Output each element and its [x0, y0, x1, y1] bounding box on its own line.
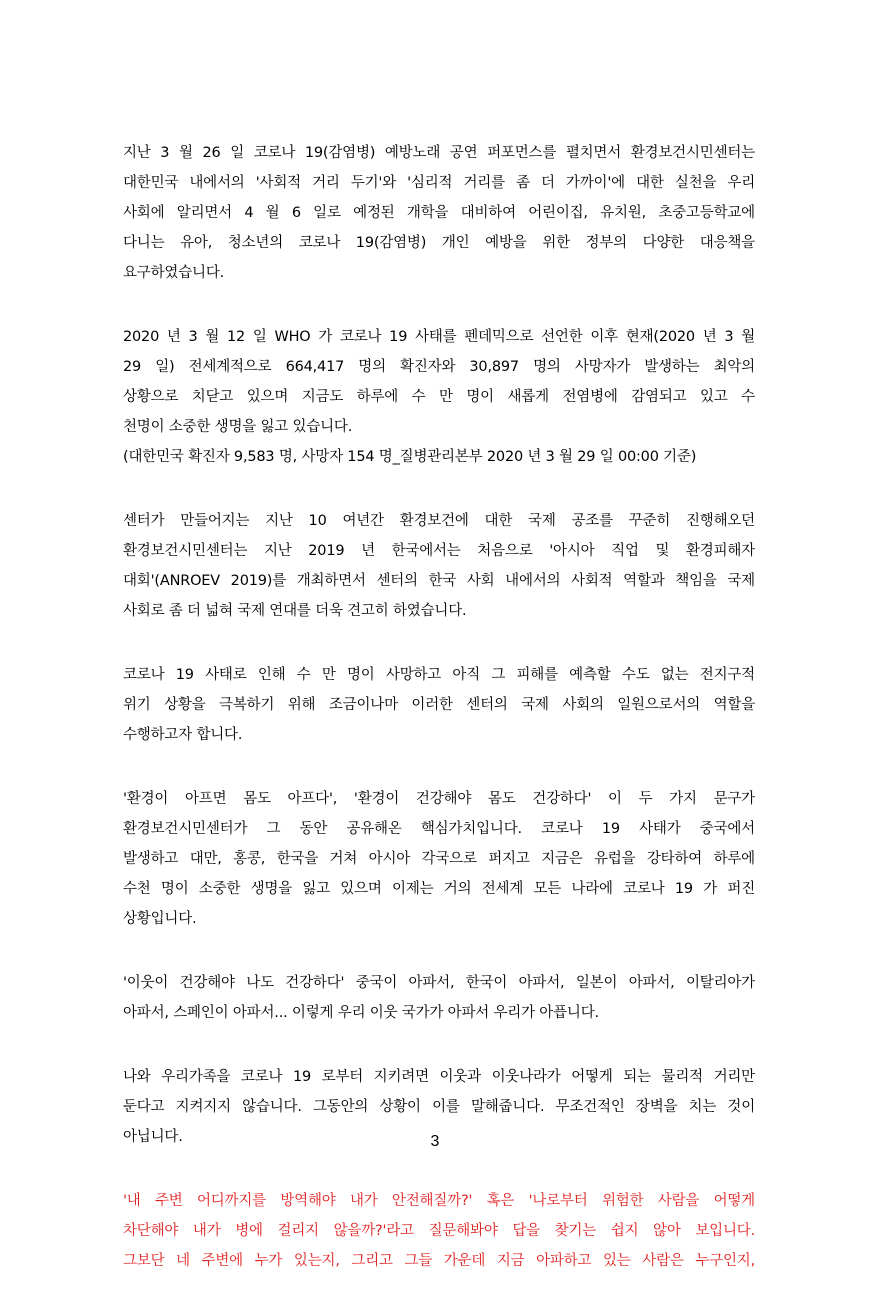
page-number: 3: [430, 1133, 440, 1150]
text-line: 차단해야 내가 병에 걸리지 않을까?'라고 질문해봐야 답을 찾기는 쉽지 않아 보입니다.: [123, 1223, 755, 1239]
text-line: 둔다고 지켜지지 않습니다. 그동안의 상황이 이를 말해줍니다. 무조건적인 장벽을 치는 것이: [123, 1099, 755, 1115]
text-line: 대회'(ANROEV 2019)를 개최하면서 센터의 한국 사회 내에서의 사회적 역할과 책임을 국제: [123, 573, 755, 589]
text-line: 사회로 좀 더 넓혀 국제 연대를 더욱 견고히 하였습니다.: [123, 603, 467, 619]
text-line: 아닙니다.: [123, 1129, 183, 1145]
text-line: 지난 3 월 26 일 코로나 19(감염병) 예방노래 공연 퍼포먼스를 펼치면서 환경보건시민센터는: [123, 145, 755, 161]
paragraph-international-cooperation: [123, 506, 755, 626]
text-line: 상황입니다.: [123, 911, 197, 927]
paragraph-center-role: [123, 660, 755, 750]
text-line: 센터가 만들어지는 지난 10 여년간 환경보건에 대한 국제 공조를 꾸준히 진행해오던: [123, 513, 755, 529]
text-line: 나와 우리가족을 코로나 19 로부터 지키려면 이웃과 이웃나라가 어떻게 되는 물리적 거리만: [123, 1069, 755, 1085]
paragraph-pandemic-status: [123, 322, 755, 472]
paragraph-core-values: [123, 784, 755, 934]
text-line: 상황으로 치닫고 있으며 지금도 하루에 수 만 명이 새롭게 전염병에 감염되고 있고 수: [123, 389, 755, 405]
text-line: 그보단 네 주변에 누가 있는지, 그리고 그들 가운데 지금 아파하고 있는 사람은 누구인지,: [123, 1253, 755, 1269]
text-line: 다니는 유아, 청소년의 코로나 19(감염병) 개인 예방을 위한 정부의 다양한 대응책을: [123, 235, 755, 251]
paragraph-neighbors-health: [123, 968, 755, 1028]
text-line: 사회에 알리면서 4 월 6 일로 예정된 개학을 대비하여 어린이집, 유치원, 초중고등학교에: [123, 205, 755, 221]
text-line: '환경이 아프면 몸도 아프다', '환경이 건강해야 몸도 건강하다' 이 두 가지 문구가: [123, 791, 755, 807]
text-line: '내 주변 어디까지를 방역해야 내가 안전해질까?' 혹은 '나로부터 위험한 사람을 어떻게: [123, 1193, 755, 1209]
text-line: 수천 명이 소중한 생명을 잃고 있으며 이제는 거의 전세계 모든 나라에 코로나 19 가 퍼진: [123, 881, 755, 897]
text-line: '이웃이 건강해야 나도 건강하다' 중국이 아파서, 한국이 아파서, 일본이 아파서, 이탈리아가: [123, 975, 755, 991]
text-line: 발생하고 대만, 홍콩, 한국을 거쳐 아시아 각국으로 퍼지고 지금은 유럽을 강타하여 하루에: [123, 851, 755, 867]
text-line: 수행하고자 합니다.: [123, 727, 243, 743]
text-line: 아파서, 스페인이 아파서... 이렇게 우리 이웃 국가가 아파서 우리가 아픕니다.: [123, 1005, 599, 1021]
text-line: 환경보건시민센터는 지난 2019 년 한국에서는 처음으로 '아시아 직업 및 환경피해자: [123, 543, 755, 559]
text-line: (대한민국 확진자 9,583 명, 사망자 154 명_질병관리본부 2020 년 3 월 29 일 00:00 기준): [123, 449, 697, 465]
paragraph-corona-performance: [123, 138, 755, 288]
text-line: 대한민국 내에서의 '사회적 거리 두기'와 '심리적 거리를 좀 더 가까이'에 대한 실천을 우리: [123, 175, 755, 191]
text-line: 요구하였습니다.: [123, 265, 225, 281]
paragraph-highlighted-question: [123, 1186, 755, 1276]
text-line: 29 일) 전세계적으로 664,417 명의 확진자와 30,897 명의 사망자가 발생하는 최악의: [123, 359, 755, 375]
text-line: 2020 년 3 월 12 일 WHO 가 코로나 19 사태를 펜데믹으로 선언한 이후 현재(2020 년 3 월: [123, 329, 755, 345]
text-line: 코로나 19 사태로 인해 수 만 명이 사망하고 아직 그 피해를 예측할 수도 없는 전지구적: [123, 667, 755, 683]
text-line: 위기 상황을 극복하기 위해 조금이나마 이러한 센터의 국제 사회의 일원으로서의 역할을: [123, 697, 755, 713]
text-line: 천명이 소중한 생명을 잃고 있습니다.: [123, 419, 353, 435]
text-line: 환경보건시민센터가 그 동안 공유해온 핵심가치입니다. 코로나 19 사태가 중국에서: [123, 821, 755, 837]
